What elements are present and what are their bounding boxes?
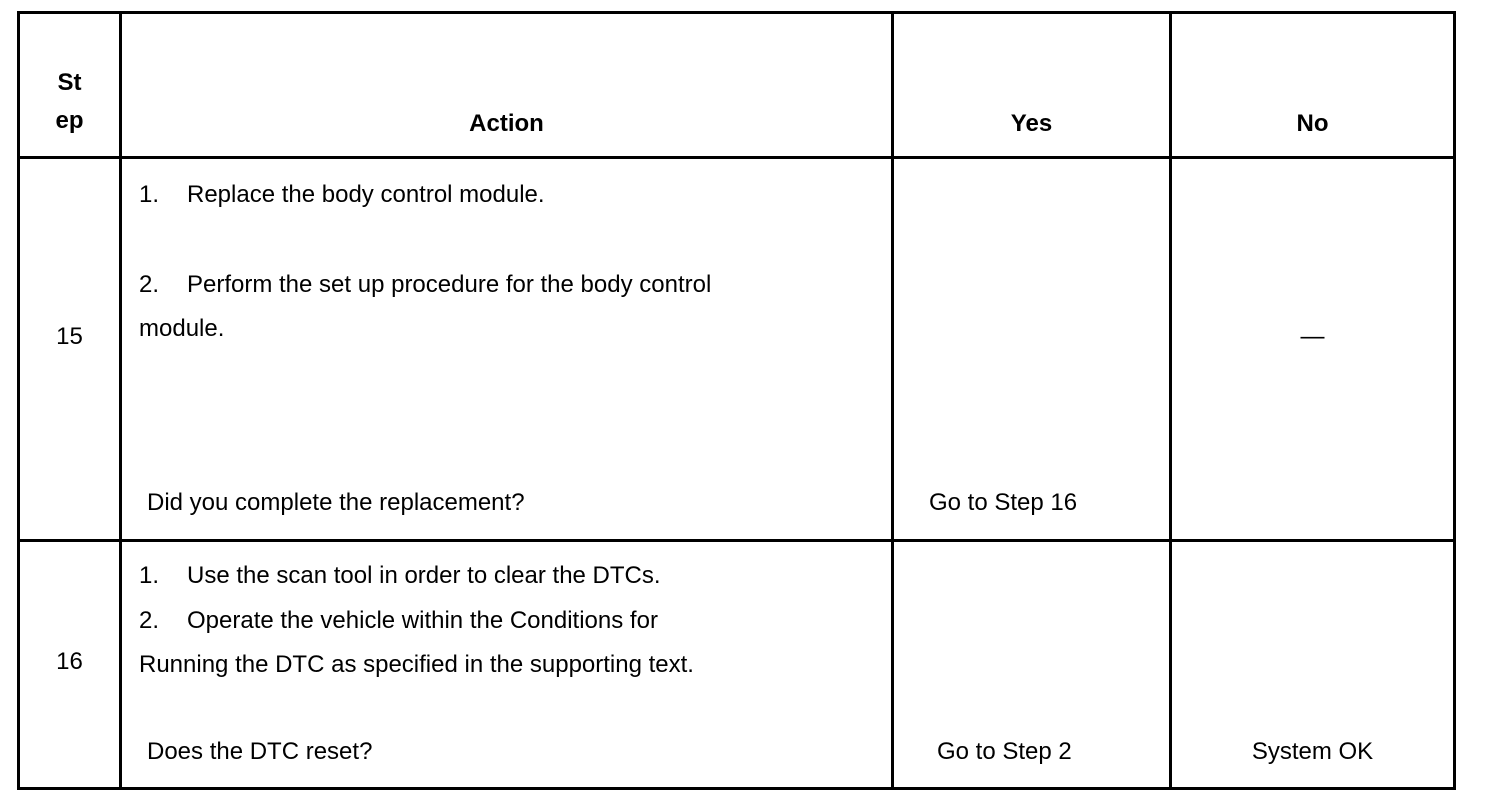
action-item-number: 2. <box>139 271 160 298</box>
header-no-label: No <box>1296 110 1329 137</box>
action-item <box>139 263 711 351</box>
step-number: 16 <box>56 648 83 675</box>
action-item <box>139 554 661 598</box>
action-item-text: Use the scan tool in order to clear the DTCs. <box>187 562 661 589</box>
yes-cell <box>893 158 1171 541</box>
header-action <box>121 13 893 158</box>
action-question: Does the DTC reset? <box>147 738 373 765</box>
action-item-continuation: Running the DTC as specified in the supporting text. <box>139 651 694 678</box>
table-row <box>19 158 1455 541</box>
action-item-text: Perform the set up procedure for the body control <box>187 271 712 298</box>
action-question: Did you complete the replacement? <box>147 489 525 516</box>
header-step-line2: ep <box>55 107 84 134</box>
header-yes <box>893 13 1171 158</box>
action-item-number: 1. <box>139 181 160 208</box>
step-cell <box>19 158 121 541</box>
action-item-continuation: module. <box>139 315 225 342</box>
step-cell <box>19 541 121 789</box>
action-item <box>139 599 694 687</box>
yes-cell <box>893 541 1171 789</box>
action-item-number: 2. <box>139 607 160 634</box>
action-item-number: 1. <box>139 562 160 589</box>
yes-result: Go to Step 2 <box>937 738 1072 765</box>
header-step-line1: St <box>57 69 82 96</box>
header-yes-label: Yes <box>1010 110 1053 137</box>
action-cell <box>121 541 893 789</box>
no-cell <box>1171 158 1455 541</box>
no-result: — <box>1300 323 1325 350</box>
action-item-text: Replace the body control module. <box>187 181 545 208</box>
header-step <box>19 13 121 158</box>
header-action-label: Action <box>469 110 544 137</box>
diagnostic-table <box>17 11 1456 790</box>
no-result: System OK <box>1251 738 1374 765</box>
header-no <box>1171 13 1455 158</box>
header-row <box>19 13 1455 158</box>
action-item-text: Operate the vehicle within the Conditions for <box>187 607 658 634</box>
step-number: 15 <box>56 323 83 350</box>
no-cell <box>1171 541 1455 789</box>
action-cell <box>121 158 893 541</box>
yes-result: Go to Step 16 <box>929 489 1078 516</box>
action-item <box>139 173 545 217</box>
table-row <box>19 541 1455 789</box>
